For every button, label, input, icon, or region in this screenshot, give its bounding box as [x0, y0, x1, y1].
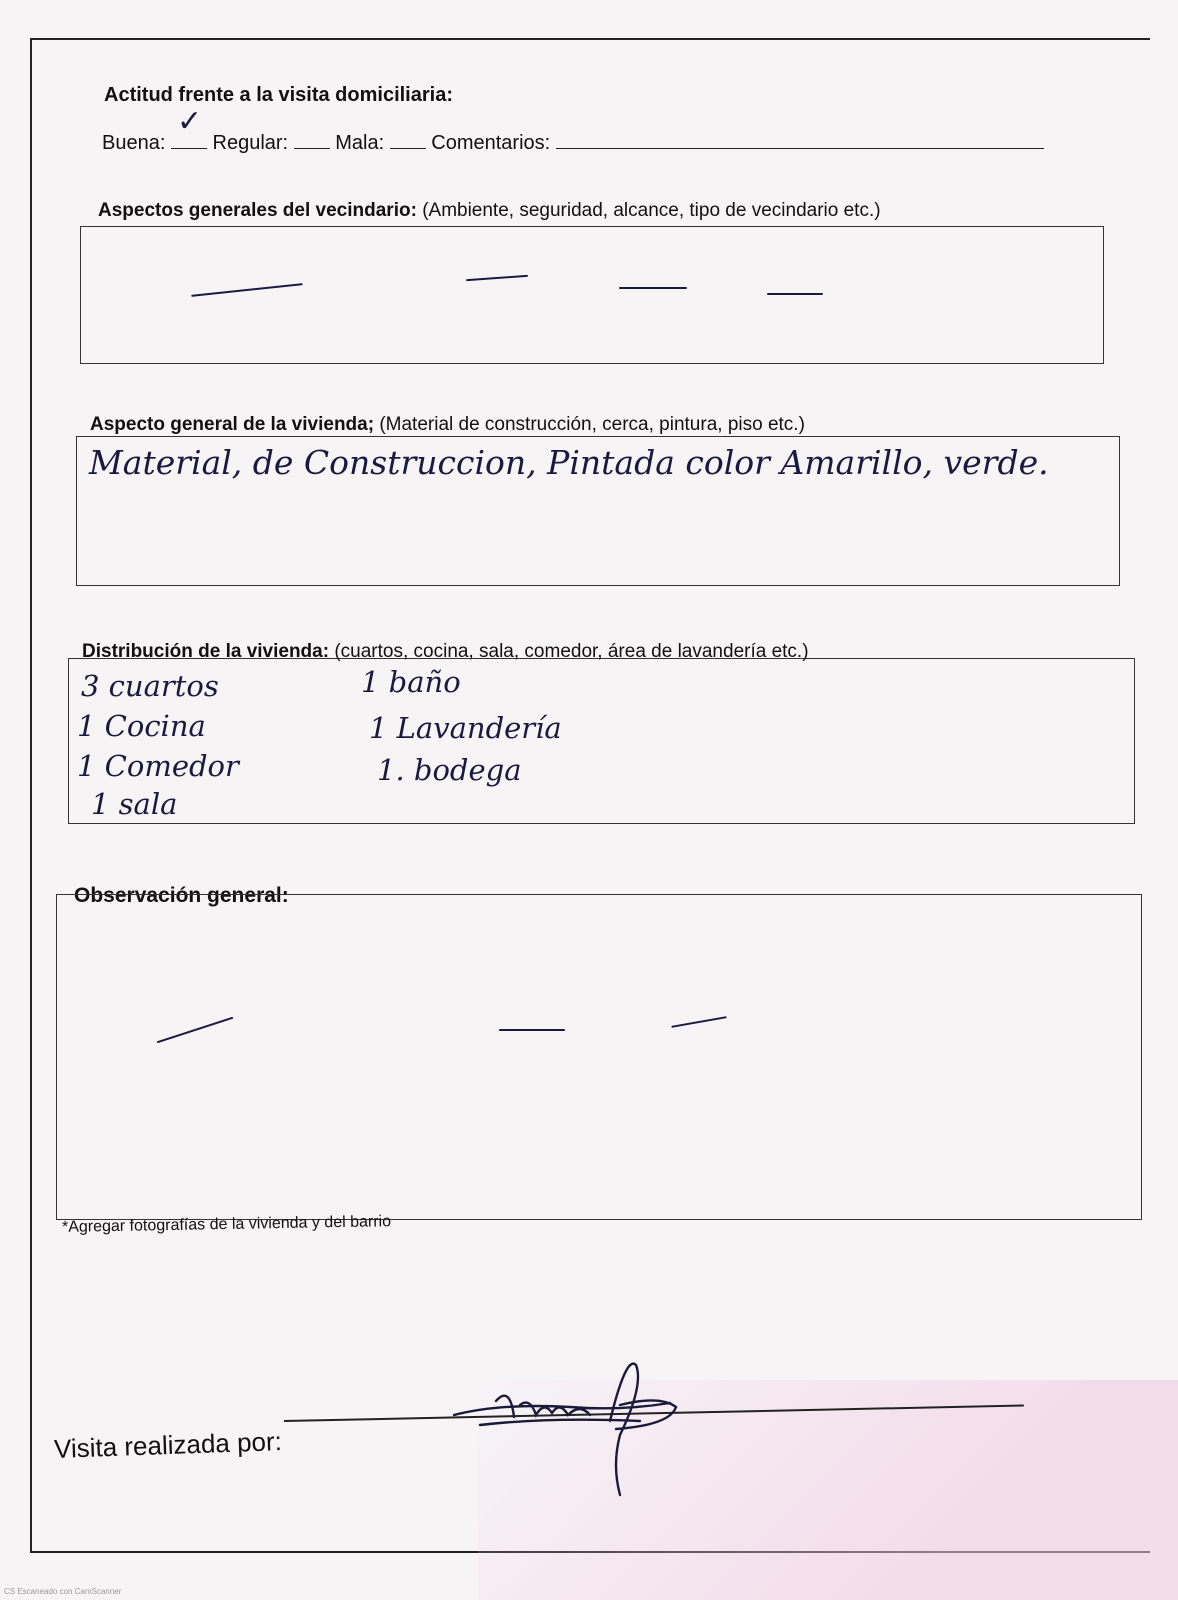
blank-dash [767, 293, 823, 295]
attitude-options [102, 104, 1044, 155]
neighborhood-box[interactable] [80, 226, 1104, 364]
neighborhood-heading: Aspectos generales del vecindario: (Ambiente, seguridad, alcance, tipo de vecindario etc.) [98, 200, 881, 221]
distribution-item: 1 Lavandería [369, 711, 562, 745]
photo-footnote: *Agregar fotografías de la vivienda y del barrio [61, 1213, 392, 1236]
distribution-heading: Distribución de la vivienda: (cuartos, cocina, sala, comedor, área de lavandería etc.) [82, 641, 809, 662]
blank-dash [499, 1029, 565, 1031]
observation-heading: Observación general: [74, 884, 289, 907]
blank-dash [671, 1016, 726, 1028]
housing-heading: Aspecto general de la vivienda; (Material de construcción, cerca, pintura, piso etc.) [90, 414, 805, 435]
blank-dash [191, 283, 303, 297]
mala-label: Mala: [335, 132, 385, 154]
distribution-item: 1 baño [361, 665, 461, 699]
comentarios-label: Comentarios: [431, 132, 551, 154]
buena-blank[interactable] [171, 104, 207, 149]
regular-blank[interactable] [294, 130, 330, 149]
distribution-item: 3 cuartos [81, 669, 219, 703]
mala-blank[interactable] [390, 130, 426, 149]
comentarios-blank[interactable] [556, 130, 1044, 149]
housing-box[interactable] [76, 436, 1120, 586]
distribution-item: 1. bodega [377, 753, 522, 787]
scanner-watermark: CS Escaneado con CamScanner [4, 1587, 122, 1596]
observation-box[interactable] [56, 894, 1142, 1220]
distribution-box[interactable] [68, 658, 1135, 824]
buena-check-icon: ✓ [176, 104, 203, 139]
distribution-item: 1 Cocina [77, 709, 206, 743]
housing-answer: Material, de Construccion, Pintada color Amarillo, verde. [89, 443, 1049, 482]
distribution-item: 1 sala [91, 787, 178, 821]
attitude-title: Actitud frente a la visita domiciliaria: [104, 84, 453, 106]
distribution-item: 1 Comedor [77, 749, 239, 783]
blank-dash [466, 275, 528, 281]
signature-scribble [440, 1345, 700, 1505]
blank-dash [619, 287, 687, 289]
signature-label: Visita realizada por: [53, 1426, 283, 1464]
regular-label: Regular: [212, 132, 289, 154]
blank-dash [157, 1017, 234, 1044]
buena-label: Buena: [102, 132, 166, 154]
